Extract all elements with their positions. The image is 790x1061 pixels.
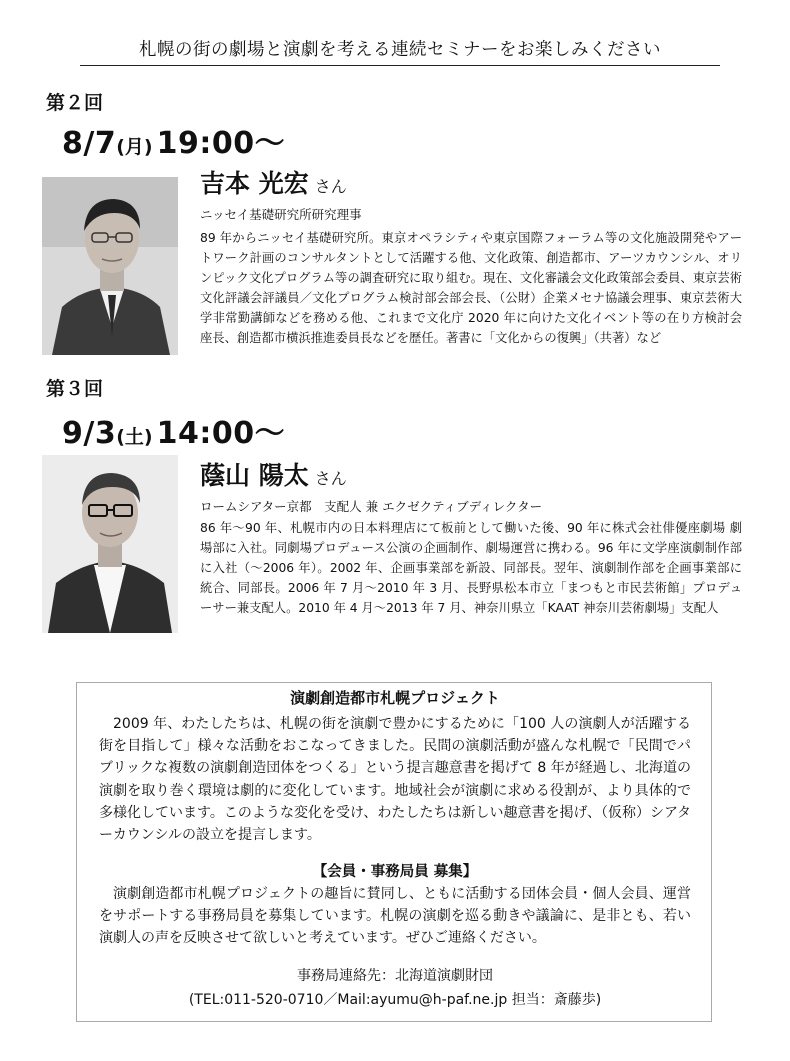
session-datetime [62,118,285,162]
session-time: 19:00～ [156,126,286,161]
session-date: 9/3 [62,416,117,451]
project-description: 2009 年、わたしたちは、札幌の街を演劇で豊かにするために「100 人の演劇人が活躍する街を目指して」様々な活動をおこなってきました。民間の演劇活動が盛んな札幌で「民間でパブリックな複数の演劇創造団体をつくる」という提言趣意書を掲げて 8 年が経過し、北海道の演劇を取り巻く環境は劇的に変化しています。地域社会が演劇に求める役割が、より具体的で多様化しています。このような変化を受け、わたしたちは新しい趣意書を掲げ、（仮称）シアターカウンシルの設立を提言します。 [99,716,691,844]
session-date: 8/7 [62,126,117,161]
recruit-title: 【会員・事務局員 募集】 [312,864,478,880]
recruit-description: 演劇創造都市札幌プロジェクトの趣旨に賛同し、ともに活動する団体会員・個人会員、運営をサポートする事務局員を募集しています。札幌の演劇を巡る動きや議論に、是非とも、若い演劇人の声を反映させて欲しいと考えています。ぜひご連絡ください。 [99,886,691,947]
session-datetime [62,408,285,452]
contact-label: 事務局連絡先：北海道演劇財団 [297,968,493,984]
contact-details: (TEL:011-520-0710／Mail:ayumu@h-paf.ne.jp 担当：斎藤歩) [188,992,602,1008]
speaker-affiliation: ニッセイ基礎研究所研究理事 [200,207,362,222]
speaker-name [200,164,347,200]
speaker-name-text: 吉本 光宏 [200,169,309,198]
speaker-name-text: 蔭山 陽太 [200,461,309,490]
speaker-honorific: さん [314,469,347,488]
session-round-label: 第２回 [46,92,104,114]
session-round-label: 第３回 [46,378,104,400]
speaker-bio: 86 年～90 年、札幌市内の日本料理店にて板前として働いた後、90 年に株式会社俳優座劇場 劇場部に入社。同劇場プロデュース公演の企画制作、劇場運営に携わる。96 年に文学座演劇制作部に入社（～2006 年）。2002 年、企画事業部を新設、同部長。翌年、演劇制作部を企画事業部に統合、同部長。2006 年 7 月～2010 年 3 月、長野県松本市立「まつもと市民芸術館」プロデューサー兼支配人。2010 年 4 月～2013 年 7 月、神奈川県立「KAAT 神奈川芸術劇場」支配人 [200,521,742,615]
speaker-photo [42,455,178,633]
project-title: 演劇創造都市札幌プロジェクト [290,689,500,707]
session-day: (月) [116,136,153,158]
speaker-affiliation: ロームシアター京都 支配人 兼 エクゼクティブディレクター [200,499,543,514]
session-day: (土) [116,426,153,448]
project-box [76,682,712,1022]
session-time: 14:00～ [156,416,286,451]
speaker-bio: 89 年からニッセイ基礎研究所。東京オペラシティや東京国際フォーラム等の文化施設開発やアートワーク計画のコンサルタントとして活躍する他、文化政策、創造都市、アーツカウンシル、オリンピック文化プログラム等の調査研究に取り組む。現在、文化審議会文化政策部会委員、東京芸術文化評議会評議員／文化プログラム検討部会部会長、（公財）企業メセナ協議会理事、東京芸術大学非常勤講師などを務める他、これまで文化庁 2020 年に向けた文化イベント等の在り方検討会座長、創造都市横浜推進委員長などを歴任。著書に「文化からの復興」（共著）など [200,231,742,345]
page-title: 札幌の街の劇場と演劇を考える連続セミナーをお楽しみください [80,36,720,66]
speaker-honorific: さん [314,177,347,196]
speaker-photo [42,177,178,355]
speaker-name [200,456,347,492]
